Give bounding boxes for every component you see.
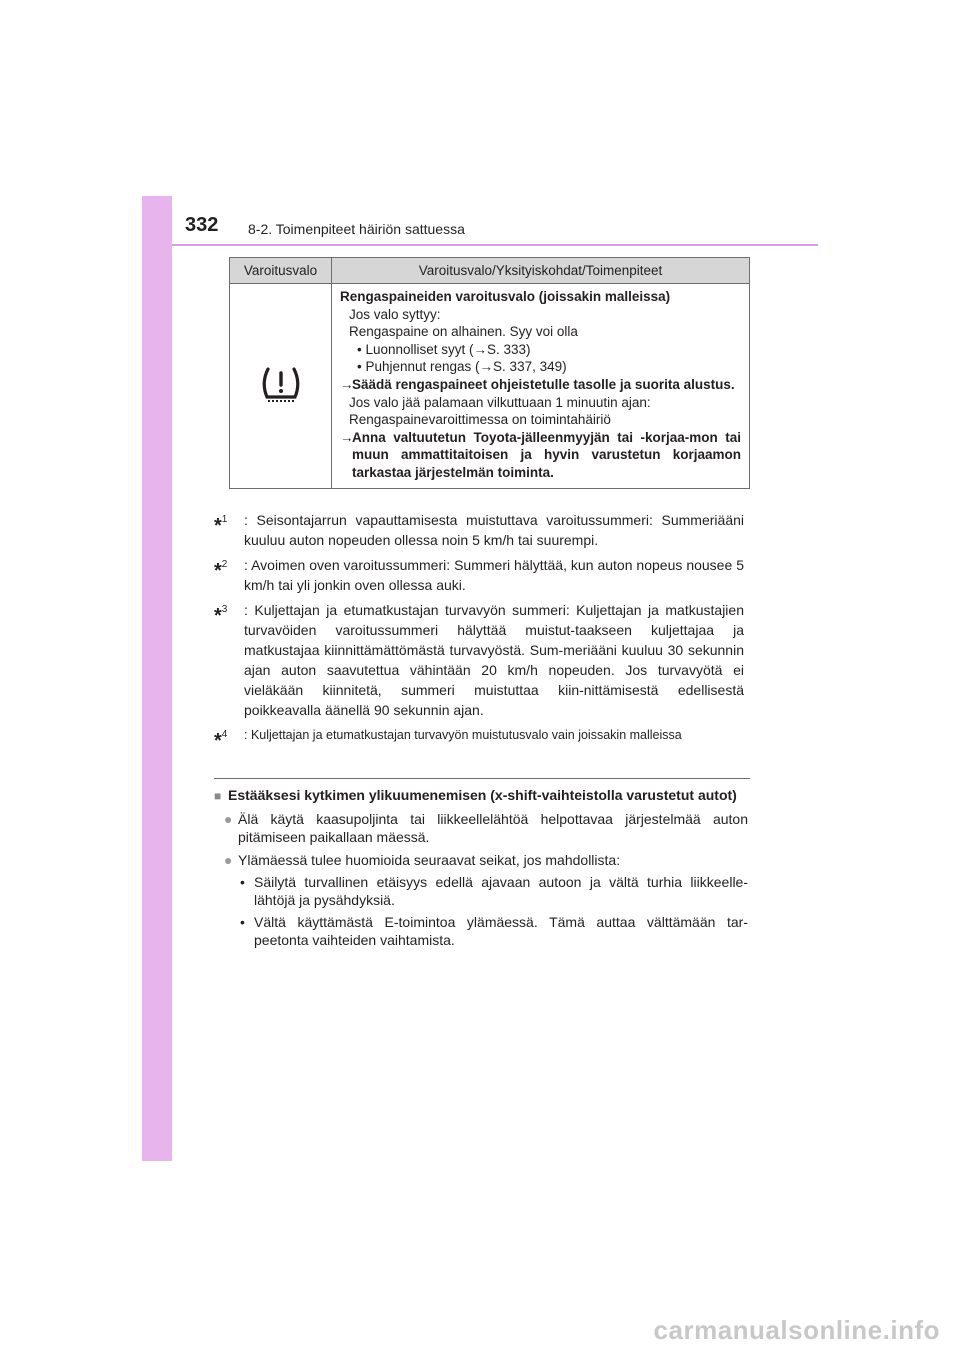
warning-title: Rengaspaineiden varoitusvalo (joissakin malleissa) bbox=[340, 289, 671, 304]
action-instruction bbox=[340, 376, 741, 394]
column-header-warning-light: Varoitusvalo bbox=[230, 258, 332, 284]
warning-light-table bbox=[229, 257, 750, 489]
column-header-details: Varoitusvalo/Yksityiskohdat/Toimenpiteet bbox=[332, 258, 750, 284]
icon-cell bbox=[230, 284, 332, 489]
footnote-marker: *$^1$ bbox=[214, 514, 228, 537]
page-number: 332 bbox=[185, 214, 219, 236]
detail-line: Jos valo jää palamaan vilkuttuaan 1 minuutin ajan: bbox=[349, 394, 651, 410]
watermark: carmanualsonline.info bbox=[653, 1315, 940, 1345]
tire-pressure-warning-icon bbox=[258, 364, 304, 404]
footnote-marker: *$^3$ bbox=[214, 604, 228, 627]
cause-bullet: • Luonnolliset syyt (→S. 333) bbox=[357, 341, 531, 357]
details-cell bbox=[332, 284, 750, 489]
footnote-text: : Kuljettajan ja etumatkustajan turvavyön summeri: Kuljettajan ja matkustajien turvavöiden varoitussummeri hälyttää muistut-taakseen kuljettajaa ja matkustajaa kiinnittämättömästä turvavyöstä. Sum-meriääni kuuluu 30 sekunnin ajan auton saavutettua vähintään 20 km/h nopeuden. Jos turvavyötä ei vieläkään kiinnitetä, summeri muistuttaa kiin-nittämisestä edellisestä poikkeavalla äänellä 90 sekunnin ajan. bbox=[244, 602, 744, 718]
note-sub-bullet: • Säilytä turvallinen etäisyys edellä ajavaan autoon ja vältä turhia liikkeelle-lähtöjä ja pysähdyksiä. bbox=[240, 874, 748, 908]
cause-bullet: • Puhjennut rengas (→S. 337, 349) bbox=[357, 359, 567, 375]
footnotes bbox=[214, 510, 744, 756]
footnote-marker: *$^2$ bbox=[214, 559, 228, 582]
action-text: Säädä rengaspaineet ohjeistetulle tasolle ja suorita alustus. bbox=[352, 376, 735, 392]
footnote-marker: *$^4$ bbox=[214, 729, 228, 752]
footnote bbox=[214, 555, 744, 595]
action-instruction bbox=[340, 429, 741, 482]
footnote-text: : Avoimen oven varoitussummeri: Summeri hälyttää, kun auton nopeus nousee 5 km/h tai yli jonkin oven ollessa auki. bbox=[244, 557, 744, 593]
arrow-icon: → bbox=[340, 429, 354, 445]
detail-line: Rengaspainevaroittimessa on toimintahäiriö bbox=[349, 412, 611, 428]
circle-bullet-icon: ● bbox=[224, 852, 233, 868]
note-heading: ■ Estääksesi kytkimen ylikuumenemisen (x-shift-vaihteistolla varustetut autot) bbox=[214, 787, 737, 803]
note-bullet: ● Älä käytä kaasupoljinta tai liikkeellelähtöä helpottavaa järjestelmää auton pitämiseen paikallaan mäessä. bbox=[224, 811, 748, 845]
action-text: Anna valtuutetun Toyota-jälleenmyyjän tai -korjaa-mon tai muun ammattitaitoisen ja hyvin varustetun korjaamon tarkastaa järjestelmän toiminta. bbox=[352, 429, 741, 480]
footnote bbox=[214, 725, 744, 751]
note-sub-bullet: • Vältä käyttämästä E-toimintoa ylämäessä. Tämä auttaa välttämään tar-peetonta vaihteiden vaihtamista. bbox=[240, 914, 748, 948]
arrow-icon: → bbox=[340, 376, 354, 392]
table-row bbox=[230, 284, 750, 489]
square-bullet-icon: ■ bbox=[214, 789, 222, 803]
header-divider bbox=[172, 244, 818, 246]
detail-line: Jos valo syttyy: bbox=[349, 306, 441, 322]
clutch-overheat-notes bbox=[214, 786, 748, 949]
note-bullet: ● Ylämäessä tulee huomioida seuraavat seikat, jos mahdollista: bbox=[224, 852, 621, 868]
circle-bullet-icon: ● bbox=[224, 811, 233, 827]
footnote bbox=[214, 510, 744, 550]
section-title: 8-2. Toimenpiteet häiriön sattuessa bbox=[248, 221, 465, 237]
section-divider bbox=[214, 778, 750, 779]
chapter-sidebar-tab bbox=[142, 196, 172, 1161]
footnote-text: : Kuljettajan ja etumatkustajan turvavyön muistutusvalo vain joissakin malleissa bbox=[244, 728, 682, 742]
footnote-text: : Seisontajarrun vapauttamisesta muistuttava varoitussummeri: Summeriääni kuuluu auton nopeuden ollessa noin 5 km/h tai suurempi. bbox=[244, 512, 744, 548]
detail-line: Rengaspaine on alhainen. Syy voi olla bbox=[349, 324, 578, 340]
footnote bbox=[214, 600, 744, 720]
